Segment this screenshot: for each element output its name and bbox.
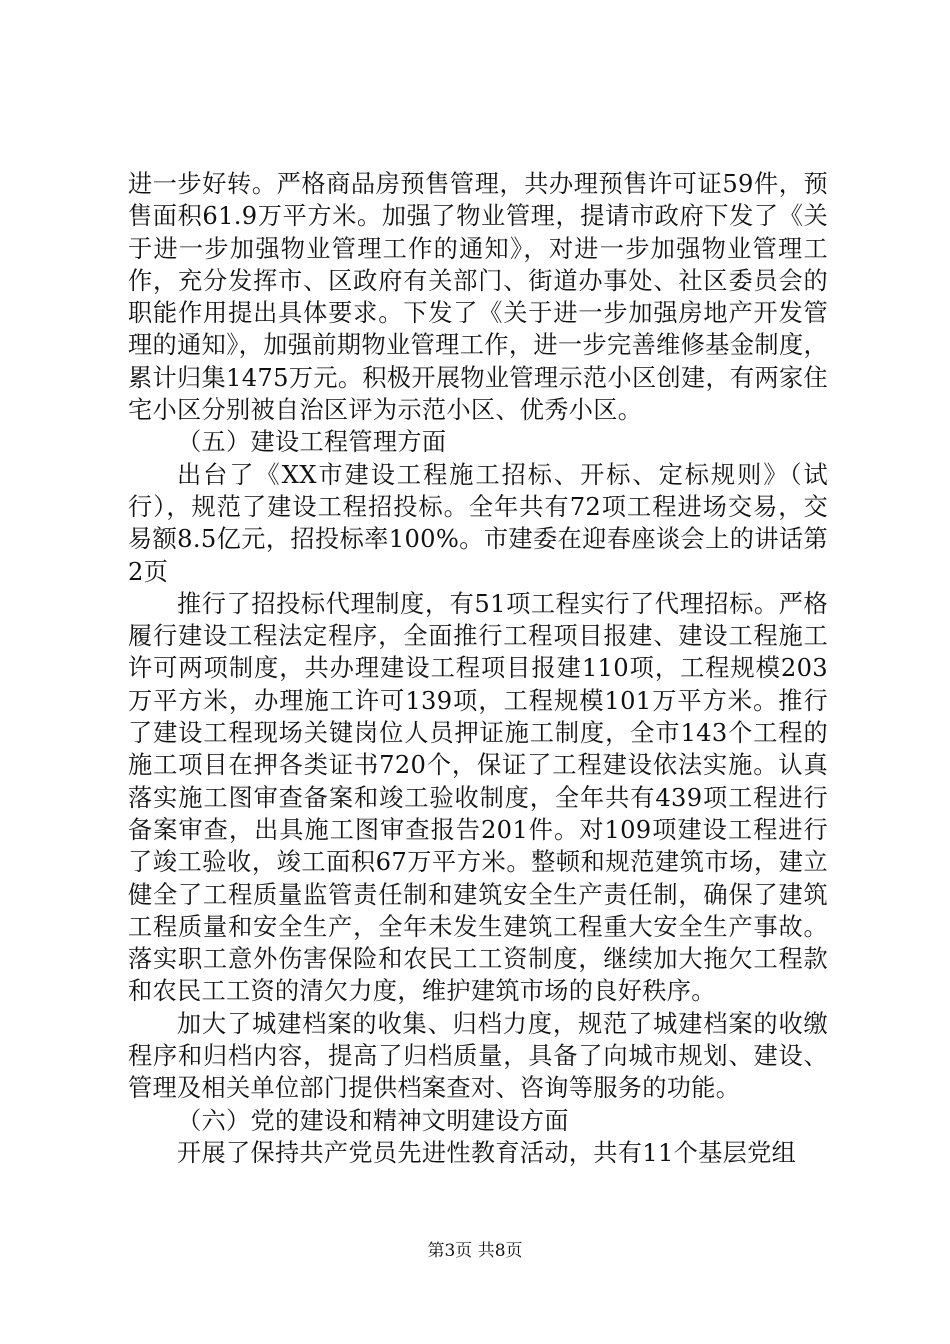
- paragraph-bidding-rules: 出台了《XX市建设工程施工招标、开标、定标规则》（试行），规范了建设工程招投标。全年共有72项工程进场交易，交易额8.5亿元，招投标率100%。市建委在迎春座谈会上的讲话第2页: [128, 460, 828, 586]
- section-heading-party-building: （六）党的建设和精神文明建设方面: [177, 1106, 569, 1135]
- page-number-footer: 第3页 共8页: [427, 1241, 523, 1261]
- paragraph-party-education: 开展了保持共产党员先进性教育活动，共有11个基层党组: [177, 1138, 797, 1167]
- document-body: [128, 168, 828, 1169]
- paragraph-property-management: 进一步好转。严格商品房预售管理，共办理预售许可证59件，预售面积61.9万平方米。加强了物业管理，提请市政府下发了《关于进一步加强物业管理工作的通知》，对进一步加强物业管理工作，充分发挥市、区政府有关部门、街道办事处、社区委员会的职能作用提出具体要求。下发了《关于进一步加强房地产开发管理的通知》，加强前期物业管理工作，进一步完善维修基金制度，累计归集1475万元。积极开展物业管理示范小区创建，有两家住宅小区分别被自治区评为示范小区、优秀小区。: [128, 170, 828, 425]
- paragraph-bidding-agency: 推行了招投标代理制度，有51项工程实行了代理招标。严格履行建设工程法定程序，全面推行工程项目报建、建设工程施工许可两项制度，共办理建设工程项目报建110项，工程规模203万平方米，办理施工许可139项，工程规模101万平方米。推行了建设工程现场关键岗位人员押证施工制度，全市143个工程的施工项目在押各类证书720个，保证了工程建设依法实施。认真落实施工图审查备案和竣工验收制度，全年共有439项工程进行备案审查，出具施工图审查报告201件。对109项建设工程进行了竣工验收，竣工面积67万平方米。整顿和规范建筑市场，建立健全了工程质量监管责任制和建筑安全生产责任制，确保了建筑工程质量和安全生产，全年未发生建筑工程重大安全生产事故。落实职工意外伤害保险和农民工工资制度，继续加大拖欠工程款和农民工工资的清欠力度，维护建筑市场的良好秩序。: [128, 589, 828, 1006]
- paragraph-urban-archives: 加大了城建档案的收集、归档力度，规范了城建档案的收缴程序和归档内容，提高了归档质量，具备了向城市规划、建设、管理及相关单位部门提供档案查对、咨询等服务的功能。: [128, 1009, 828, 1103]
- section-heading-construction-management: （五）建设工程管理方面: [177, 428, 447, 457]
